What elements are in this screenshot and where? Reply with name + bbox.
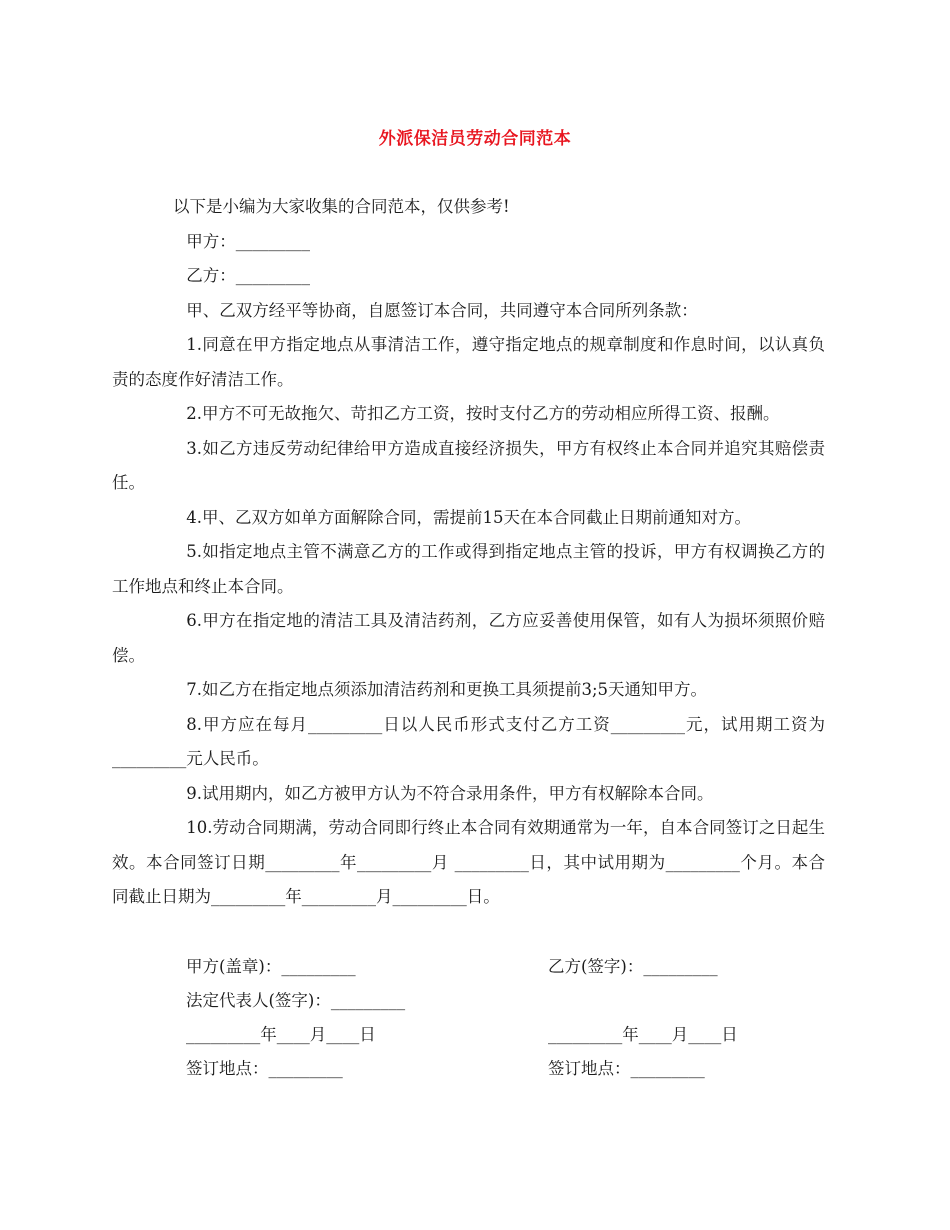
legal-rep-sign-line: 法定代表人(签字)：_________ [186,991,406,1010]
party-a-date-line: _________年____月____日 [186,1025,376,1044]
document-body [112,190,825,915]
clause-5: 5.如指定地点主管不满意乙方的工作或得到指定地点主管的投诉，甲方有权调换乙方的工作地点和终止本合同。 [112,542,825,596]
party-b-line: 乙方：_________ [186,266,310,285]
clause-4: 4.甲、乙双方如单方面解除合同，需提前15天在本合同截止日期前通知对方。 [186,507,751,527]
preamble-paragraph: 甲、乙双方经平等协商，自愿签订本合同，共同遵守本合同所列条款： [186,300,698,320]
party-a-line: 甲方：_________ [186,231,310,251]
clause-1: 1.同意在甲方指定地点从事清洁工作，遵守指定地点的规章制度和作息时间，以认真负责的态度作好清洁工作。 [112,335,825,389]
clause-2: 2.甲方不可无故拖欠、苛扣乙方工资，按时支付乙方的劳动相应所得工资、报酬。 [186,404,780,423]
clause-3: 3.如乙方违反劳动纪律给甲方造成直接经济损失，甲方有权终止本合同并追究其赔偿责任。 [112,438,825,492]
party-b-date-line: _________年____月____日 [548,1025,738,1044]
party-a-seal-line: 甲方(盖章)：_________ [186,957,356,976]
clause-9: 9.试用期内，如乙方被甲方认为不符合录用条件，甲方有权解除本合同。 [186,783,714,803]
clause-6: 6.甲方在指定地的清洁工具及清洁药剂，乙方应妥善使用保管，如有人为损坏须照价赔偿。 [112,611,825,665]
clause-10: 10.劳动合同期满，劳动合同即行终止本合同有效期通常为一年，自本合同签订之日起生效。本合同签订日期_________年_________月 _________日，其中试用期为_________个月。本合同截止日期为_________年_________月_________日。 [112,818,825,906]
party-b-place-line: 签订地点：_________ [548,1059,705,1078]
party-a-place-line: 签订地点：_________ [186,1059,343,1078]
document-title: 外派保洁员劳动合同范本 [378,129,572,149]
clause-7: 7.如乙方在指定地点须添加清洁药剂和更换工具须提前3;5天通知甲方。 [186,680,708,699]
party-b-sign-line: 乙方(签字)：_________ [548,957,718,976]
clause-8: 8.甲方应在每月_________日以人民币形式支付乙方工资_________元，试用期工资为_________元人民币。 [112,714,825,768]
intro-paragraph: 以下是小编为大家收集的合同范本，仅供参考! [173,197,510,216]
